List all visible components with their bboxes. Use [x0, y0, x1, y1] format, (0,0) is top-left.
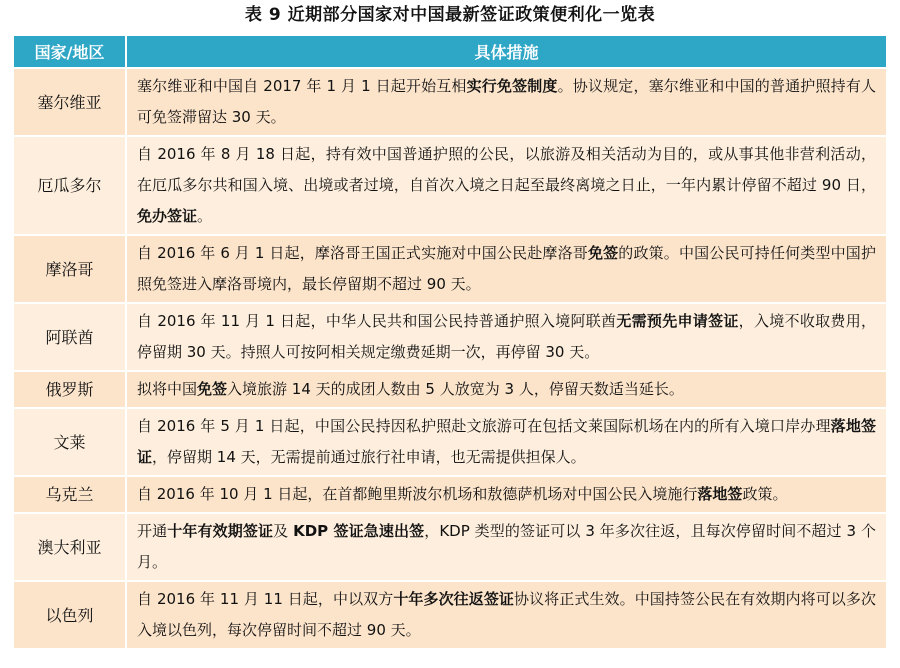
measure-highlight-text: 无需预先申请签证 [616, 312, 739, 330]
measure-highlight-text: 免签 [197, 380, 228, 398]
measure-text: 塞尔维亚和中国自 2017 年 1 月 1 日起开始互相 [137, 77, 467, 95]
measure-text: ，停留期 14 天，无需提前通过旅行社申请，也无需提供担保人。 [152, 448, 586, 466]
country-cell: 摩洛哥 [14, 234, 127, 302]
measure-cell [127, 234, 886, 302]
measure-cell [127, 370, 886, 407]
country-cell: 澳大利亚 [14, 512, 127, 580]
visa-policy-table [14, 36, 886, 648]
country-cell: 乌克兰 [14, 475, 127, 512]
measure-text: 。协议规定，塞尔维亚和中国的普通护照持有人可免签滞留达 30 天。 [137, 77, 876, 126]
table-row [14, 135, 886, 234]
country-cell: 以色列 [14, 580, 127, 648]
column-header-measure: 具体措施 [127, 36, 886, 67]
column-header-country: 国家/地区 [14, 36, 127, 67]
measure-highlight-text: 实行免签制度 [466, 77, 558, 95]
table-header-row [14, 36, 886, 67]
table-body [14, 67, 886, 648]
measure-text: 自 2016 年 8 月 18 日起，持有效中国普通护照的公民，以旅游及相关活动为目的，或从事其他非营利活动，在厄瓜多尔共和国入境、出境或者过境，自首次入境之日起至最终离境之日止，一年内累计停留不超过 90 日， [137, 145, 876, 194]
country-cell: 文莱 [14, 407, 127, 475]
measure-text: 的政策。中国公民可持任何类型中国护照免签进入摩洛哥境内，最长停留期不超过 90 天。 [137, 244, 876, 293]
measure-highlight-text: 十年有效期签证 [167, 522, 274, 540]
table-row [14, 580, 886, 648]
measure-cell [127, 580, 886, 648]
table-title: 表 9 近期部分国家对中国最新签证政策便利化一览表 [244, 5, 656, 25]
table-row [14, 67, 886, 135]
measure-cell [127, 135, 886, 234]
measure-text: 。 [197, 207, 213, 225]
measure-text: 及 [273, 522, 294, 540]
table-row [14, 234, 886, 302]
measure-highlight-text: 十年多次往返签证 [393, 590, 515, 608]
measure-highlight-text: 免签 [587, 244, 619, 262]
measure-text: 入境旅游 14 天的成团人数由 5 人放宽为 3 人，停留天数适当延长。 [227, 380, 684, 398]
measure-text: ，入境不收取费用，停留期 30 天。持照人可按阿相关规定缴费延期一次，再停留 30 天。 [137, 312, 876, 361]
measure-text: 拟将中国 [137, 380, 198, 398]
measure-cell [127, 475, 886, 512]
measure-text: ，KDP 类型的签证可以 3 年多次往返，且每次停留时间不超过 3 个月。 [137, 522, 876, 571]
country-cell: 俄罗斯 [14, 370, 127, 407]
measure-highlight-text: 落地签 [697, 485, 743, 503]
measure-text: 自 2016 年 5 月 1 日起，中国公民持因私护照赴文旅游可在包括文莱国际机场在内的所有入境口岸办理 [137, 417, 831, 435]
measure-cell [127, 67, 886, 135]
measure-text: 协议将正式生效。中国持签公民在有效期内将可以多次入境以色列，每次停留时间不超过 90 天。 [137, 590, 876, 639]
table-row [14, 370, 886, 407]
measure-cell [127, 512, 886, 580]
country-cell: 阿联酋 [14, 302, 127, 370]
measure-text: 开通 [137, 522, 168, 540]
table-row [14, 302, 886, 370]
measure-text: 政策。 [742, 485, 788, 503]
measure-cell [127, 407, 886, 475]
table-row [14, 512, 886, 580]
measure-highlight-text: 免办签证 [137, 207, 198, 225]
measure-highlight-text: 落地签证 [137, 417, 876, 466]
measure-text: 自 2016 年 6 月 1 日起，摩洛哥王国正式实施对中国公民赴摩洛哥 [137, 244, 588, 262]
country-cell: 厄瓜多尔 [14, 135, 127, 234]
table-row [14, 475, 886, 512]
measure-text: 自 2016 年 10 月 1 日起，在首都鲍里斯波尔机场和敖德萨机场对中国公民入境施行 [137, 485, 698, 503]
measure-cell [127, 302, 886, 370]
table-row [14, 407, 886, 475]
measure-text: 自 2016 年 11 月 11 日起，中以双方 [137, 590, 394, 608]
country-cell: 塞尔维亚 [14, 67, 127, 135]
measure-highlight-text: KDP 签证急速出签 [293, 522, 425, 540]
measure-text: 自 2016 年 11 月 1 日起，中华人民共和国公民持普通护照入境阿联酋 [137, 312, 617, 330]
